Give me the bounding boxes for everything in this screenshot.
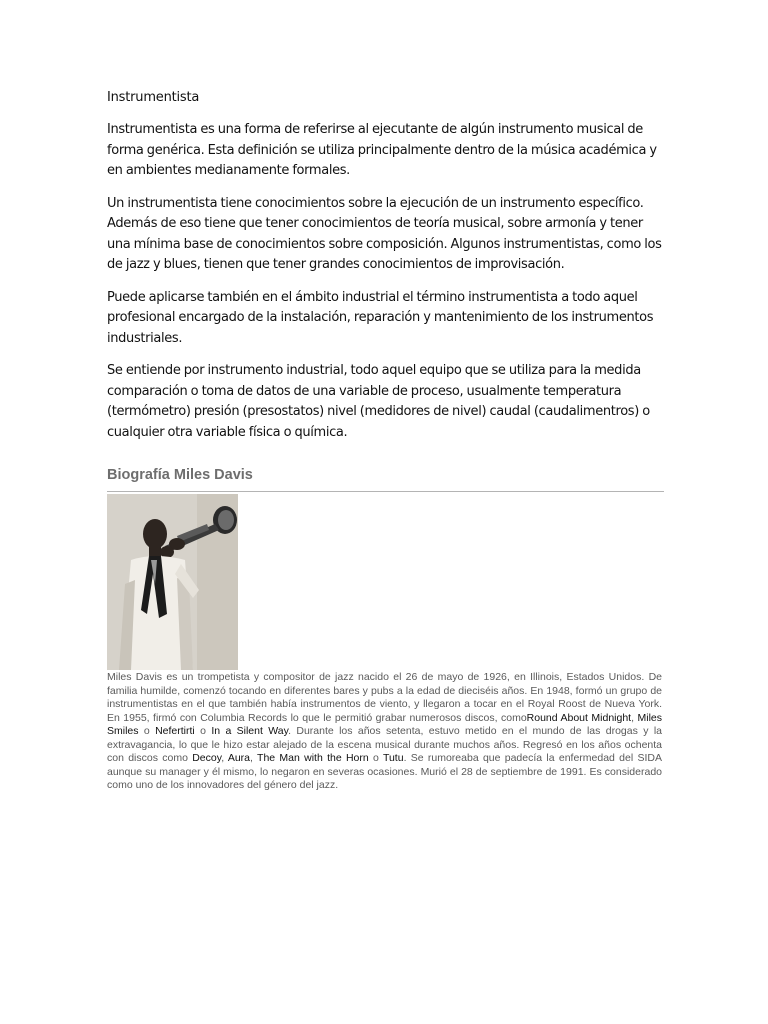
bio-separator: , — [221, 752, 228, 764]
album-in-a-silent-way: In a Silent Way — [211, 725, 289, 737]
bio-separator: o — [194, 725, 212, 737]
album-aura: Aura — [227, 752, 251, 764]
album-the-man-with-the-horn: The Man with the Horn — [257, 752, 369, 764]
bio-text-part1: Miles Davis es un trompetista y compositor de jazz nacido el 26 de mayo de 1926, en Illinois, Estados Unidos. De familia humilde, comenzó tocando en diferentes bares y pubs a la edad de dieciséis años. En 1948, formó un grupo de instrumentistas en el que también había instrumentos de viento, y llegaron a tocar en el Royal Roost de Nueva York. En 1955, firmó con Columbia Records lo que le permitió grabar numerosos discos, como — [107, 671, 662, 724]
biography-divider — [107, 491, 664, 492]
album-decoy: Decoy — [192, 752, 222, 764]
paragraph-instrument-definition: Se entiende por instrumento industrial, todo aquel equipo que se utiliza para la medida comparación o toma de datos de una variable de proceso, usualmente temperatura (termómetro) presión (presostatos) nivel (medidores de nivel) caudal (caudalimentros) o cualquier otra variable física o química. — [107, 363, 650, 440]
album-miles-smiles: Miles Smiles — [107, 711, 662, 737]
biography-text — [107, 671, 662, 793]
bio-text-part3: . Se rumoreaba que padecía la enfermedad del SIDA aunque su manager y él mismo, lo negaron en severas ocasiones. Murió el 28 de septiembre de 1991. Es considerado como uno de los innovadores del género del jazz. — [107, 752, 662, 791]
bio-separator: , — [250, 752, 258, 764]
document-heading: Instrumentista — [107, 90, 200, 105]
album-tutu: Tutu — [382, 752, 404, 764]
miles-davis-photo — [107, 494, 238, 670]
bio-separator: , — [631, 711, 638, 724]
bio-separator: o — [368, 752, 383, 764]
paragraph-knowledge: Un instrumentista tiene conocimientos sobre la ejecución de un instrumento específico. Además de eso tiene que tener conocimientos de teoría musical, sobre armonía y tener una mínima base de conocimientos sobre composición. Algunos instrumentistas, como los de jazz y blues, tienen que tener grandes conocimientos de improvisación. — [107, 195, 662, 272]
paragraph-definition: Instrumentista es una forma de referirse al ejecutante de algún instrumento musical de forma genérica. Esta definición se utiliza principalmente dentro de la música académica y en ambientes medianamente formales. — [107, 122, 657, 178]
bio-text-part2: . Durante los años setenta, estuvo metido en el mundo de las drogas y la extravagancia, lo que le hizo estar alejado de la escena musical durante muchos años. Regresó en los años ochenta con discos como — [107, 725, 662, 764]
paragraph-industrial: Puede aplicarse también en el ámbito industrial el término instrumentista a todo aquel profesional encargado de la instalación, reparación y mantenimiento de los instrumentos industriales. — [107, 289, 654, 346]
album-round-about-midnight: Round About Midnight — [526, 711, 632, 724]
bio-separator: o — [138, 725, 156, 737]
biography-title: Biografía Miles Davis — [107, 467, 253, 483]
document-body — [107, 88, 665, 455]
album-nefertirti: Nefertirti — [155, 725, 195, 737]
